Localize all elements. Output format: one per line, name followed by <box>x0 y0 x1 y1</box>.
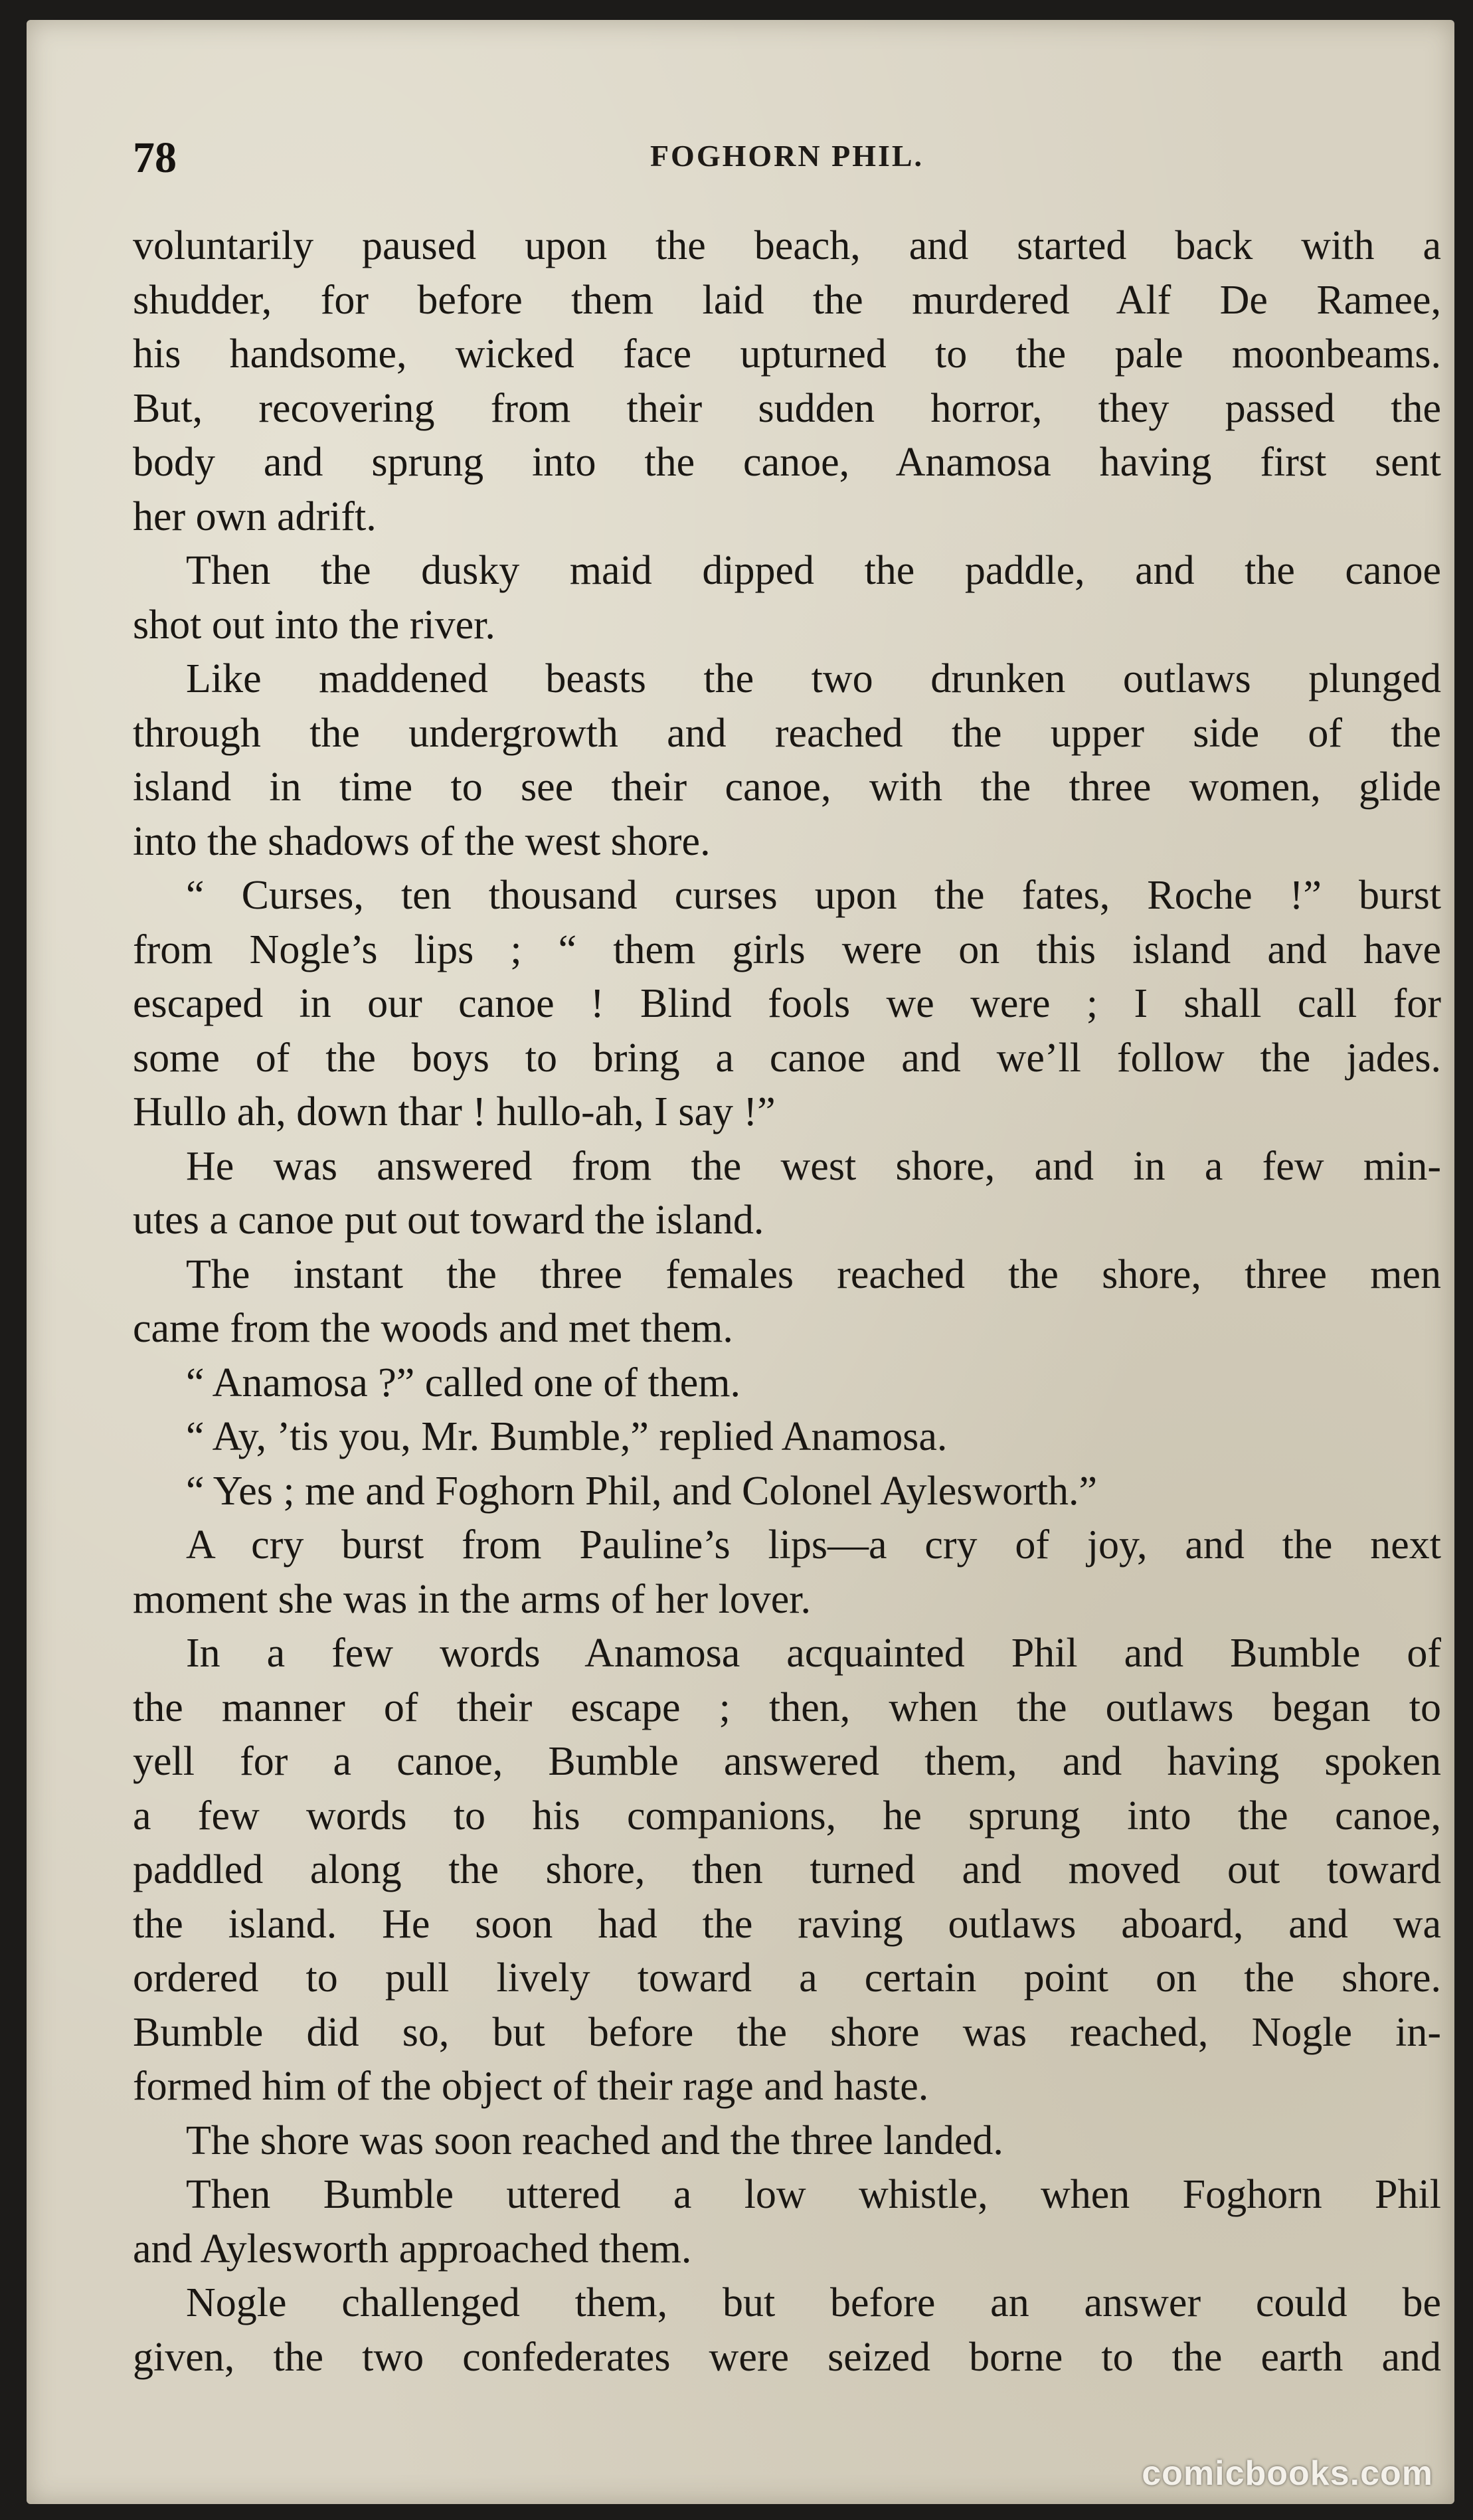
text-line: Then Bumble uttered a low whistle, when Foghorn Phil <box>186 2172 1441 2217</box>
text-line: shot out into the river. <box>133 602 495 648</box>
text-line: “ Ay, ’tis you, Mr. Bumble,” replied Anamosa. <box>186 1414 948 1459</box>
text-line: from Nogle’s lips ; “ them girls were on this island and have <box>133 927 1441 972</box>
text-line: body and sprung into the canoe, Anamosa having first sent <box>133 440 1441 485</box>
text-line: and Aylesworth approached them. <box>133 2226 692 2272</box>
text-line: Like maddened beasts the two drunken outlaws plunged <box>186 656 1441 701</box>
text-line: shudder, for before them laid the murdered Alf De Ramee, <box>133 277 1441 323</box>
text-line: In a few words Anamosa acquainted Phil and Bumble of <box>186 1631 1441 1676</box>
text-line: into the shadows of the west shore. <box>133 818 711 864</box>
text-line: Then the dusky maid dipped the paddle, and the canoe <box>186 548 1441 593</box>
text-line: ordered to pull lively toward a certain point on the shore. <box>133 1955 1441 2001</box>
text-line: formed him of the object of their rage and haste. <box>133 2064 929 2109</box>
text-line: “ Yes ; me and Foghorn Phil, and Colonel Aylesworth.” <box>186 1468 1098 1514</box>
page-header <box>133 133 1441 193</box>
text-line: his handsome, wicked face upturned to the pale moonbeams. <box>133 331 1441 377</box>
text-line: her own adrift. <box>133 494 377 539</box>
text-line: Hullo ah, down thar ! hullo-ah, I say !” <box>133 1089 776 1134</box>
text-line: He was answered from the west shore, and in a few min- <box>186 1143 1441 1189</box>
text-line: voluntarily paused upon the beach, and started back with a <box>133 223 1441 268</box>
text-line: moment she was in the arms of her lover. <box>133 1576 812 1622</box>
text-line: The instant the three females reached the shore, three men <box>186 1251 1441 1297</box>
text-line: came from the woods and met them. <box>133 1306 733 1351</box>
text-line: island in time to see their canoe, with the three women, glide <box>133 765 1441 810</box>
text-line: Nogle challenged them, but before an answer could be <box>186 2280 1441 2325</box>
text-line: But, recovering from their sudden horror, they passed the <box>133 385 1441 431</box>
text-line: paddled along the shore, then turned and moved out toward <box>133 1847 1441 1892</box>
text-line: a few words to his companions, he sprung into the canoe, <box>133 1793 1441 1839</box>
text-line: Bumble did so, but before the shore was reached, Nogle in- <box>133 2009 1441 2055</box>
text-line: yell for a canoe, Bumble answered them, and having spoken <box>133 1739 1441 1784</box>
text-line: the manner of their escape ; then, when the outlaws began to <box>133 1684 1441 1730</box>
book-page <box>27 20 1454 2504</box>
text-line: given, the two confederates were seized borne to the earth and <box>133 2334 1441 2380</box>
running-title: FOGHORN PHIL. <box>650 139 924 173</box>
text-line: the island. He soon had the raving outlaws aboard, and wa <box>133 1901 1441 1947</box>
watermark: comicbooks.com <box>1142 2454 1433 2493</box>
text-line: escaped in our canoe ! Blind fools we were ; I shall call for <box>133 981 1441 1026</box>
text-line: “ Anamosa ?” called one of them. <box>186 1360 740 1405</box>
page-number: 78 <box>133 134 177 182</box>
text-line: “ Curses, ten thousand curses upon the fates, Roche !” burst <box>186 873 1441 918</box>
text-line: through the undergrowth and reached the upper side of the <box>133 710 1441 756</box>
text-line: A cry burst from Pauline’s lips—a cry of joy, and the next <box>186 1522 1441 1568</box>
body-text <box>133 219 1441 2385</box>
text-line: some of the boys to bring a canoe and we’ll follow the jades. <box>133 1035 1441 1081</box>
text-line: The shore was soon reached and the three landed. <box>186 2117 1003 2163</box>
text-line: utes a canoe put out toward the island. <box>133 1198 764 1243</box>
